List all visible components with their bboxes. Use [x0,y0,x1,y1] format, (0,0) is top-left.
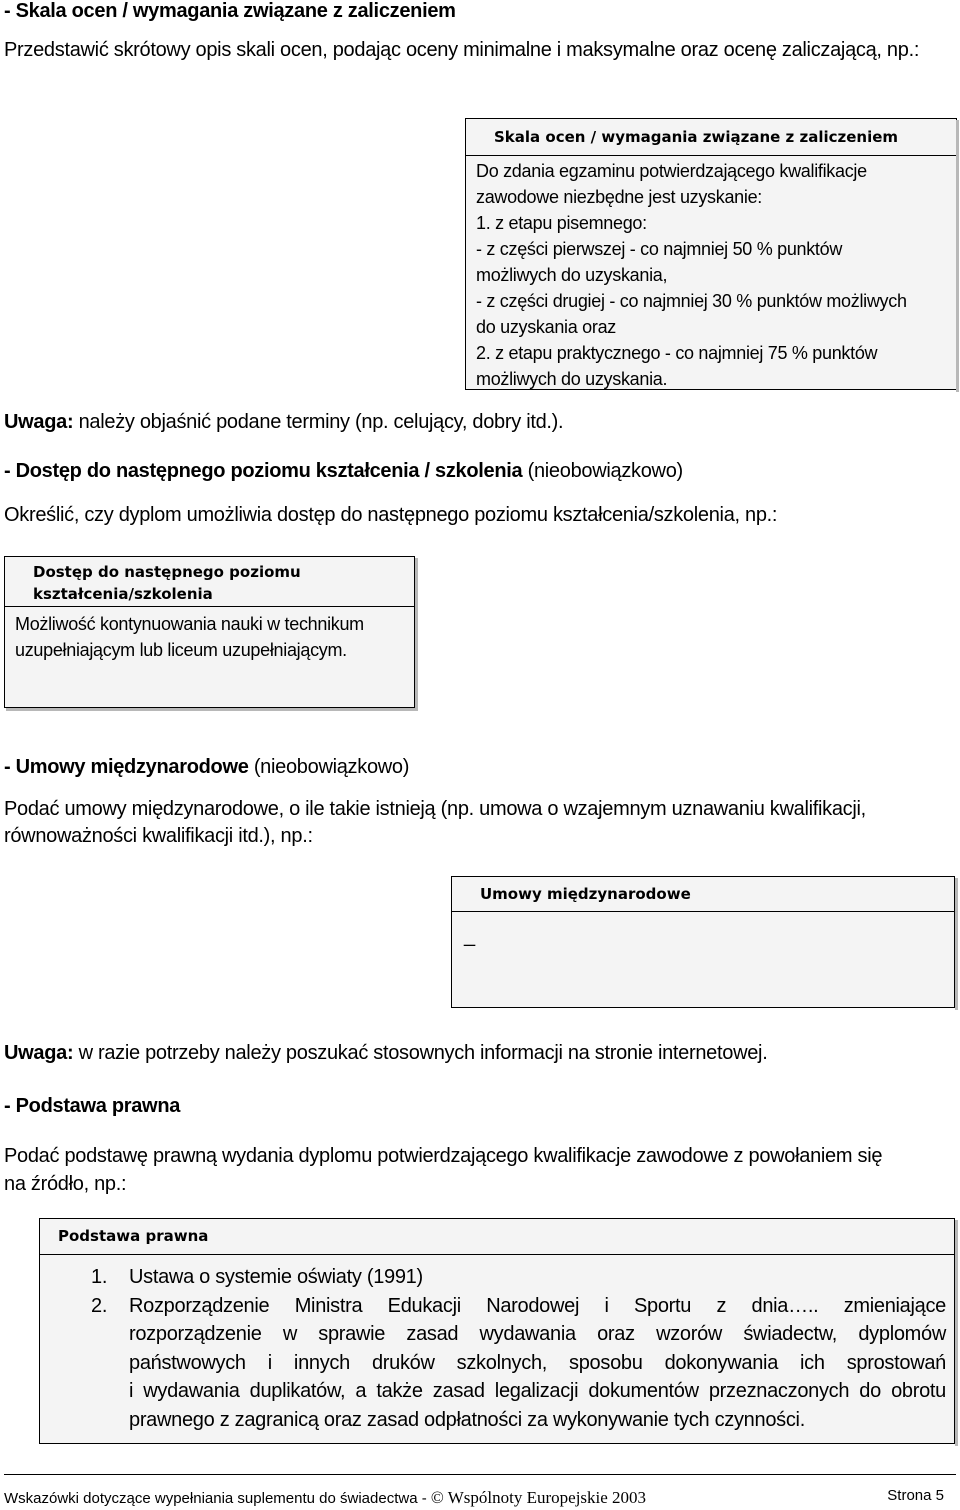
agreements-box-content: _ [464,925,475,947]
legal-item-number: 1. [91,1266,108,1288]
section-heading-grading: - Skala ocen / wymagania związane z zaliczeniem [4,0,456,22]
legal-item-line: rozporządzenie w sprawie zasad wydawania oraz wzorów świadectw, dyplomów [129,1323,946,1345]
access-heading-bold: - Dostęp do następnego poziomu kształcenia / szkolenia [4,460,523,482]
grading-box-title: Skala ocen / wymagania związane z zaliczeniem [466,119,956,156]
agreements-instruction-line: Podać umowy międzynarodowe, o ile takie istnieją (np. umowa o wzajemnym uznawaniu kwalifikacji, [4,798,866,820]
agreements-instruction-line: równoważności kwalifikacji itd.), np.: [4,825,313,847]
access-instruction: Określić, czy dyplom umożliwia dostęp do następnego poziomu kształcenia/szkolenia, np.: [4,504,778,526]
access-line: uzupełniającym lub liceum uzupełniającym. [15,640,347,660]
footer-left [4,1488,646,1508]
footer-rule [4,1474,956,1475]
note-text: należy objaśnić podane terminy (np. celujący, dobry itd.). [73,411,564,433]
grading-line: do uzyskania oraz [476,317,616,337]
legal-box-title: Podstawa prawna [40,1219,954,1255]
section-heading-legal: - Podstawa prawna [4,1095,181,1117]
section-heading-access [4,458,683,485]
legal-item-line: Rozporządzenie Ministra Edukacji Narodowej i Sportu z dnia….. zmieniające [129,1294,946,1317]
grading-instruction: Przedstawić skrótowy opis skali ocen, podając oceny minimalne i maksymalne oraz ocenę zaliczającą, np.: [4,39,920,61]
legal-list-item [91,1292,946,1435]
access-box-shadow [415,558,418,710]
grading-line: zawodowe niezbędne jest uzyskanie: [476,187,762,207]
legal-box [39,1218,955,1444]
agreements-note [4,1040,767,1067]
legal-item-line: prawnego z zagranicą oraz zasad odpłatności za wykonywanie tych czynności. [129,1408,805,1431]
copyright-icon: © [430,1488,444,1507]
access-box-content [15,611,364,663]
legal-item-line: państwowych i innych druków szkolnych, sposobu dokonywania ich sprostowań [129,1351,946,1374]
legal-box-shadow [955,1220,958,1446]
legal-item-line: i wydawania duplikatów, a także zasad legalizacji dokumentów przeznaczonych do obrotu [129,1380,946,1402]
legal-item-line: Ustawa o systemie oświaty (1991) [129,1266,423,1288]
grading-line: - z części drugiej - co najmniej 30 % punktów możliwych [476,291,907,311]
access-box [4,556,415,708]
grading-line: możliwych do uzyskania, [476,265,668,285]
agreements-box-title: Umowy międzynarodowe [452,877,954,912]
grading-box-content [476,158,907,392]
access-box-title-line: kształcenia/szkolenia [33,585,213,603]
grading-line: 2. z etapu praktycznego - co najmniej 75 % punktów [476,343,878,363]
footer-org: Wspólnoty Europejskie 2003 [443,1488,647,1507]
grading-box [465,118,957,390]
section-heading-agreements [4,754,409,781]
note-label: Uwaga: [4,411,74,433]
access-box-shadow-bottom [6,708,418,711]
access-box-title-line: Dostęp do następnego poziomu [33,563,301,581]
legal-list [91,1263,946,1434]
grading-line: 1. z etapu pisemnego: [476,213,647,233]
grading-box-shadow [956,120,959,392]
legal-instruction-line: na źródło, np.: [4,1173,127,1195]
grading-note [4,409,563,436]
legal-instruction-line: Podać podstawę prawną wydania dyplomu potwierdzającego kwalifikacje zawodowe z powołaniem się [4,1145,883,1167]
note-label: Uwaga: [4,1042,74,1064]
grading-line: możliwych do uzyskania. [476,369,668,389]
note-text: w razie potrzeby należy poszukać stosownych informacji na stronie internetowej. [73,1042,768,1064]
grading-line: - z części pierwszej - co najmniej 50 % punktów [476,239,843,259]
agreements-box-shadow [955,878,958,1010]
legal-list-item [91,1263,946,1292]
access-line: Możliwość kontynuowania nauki w technikum [15,614,364,634]
grading-line: Do zdania egzaminu potwierdzającego kwalifikacje [476,161,867,181]
access-box-title [5,557,414,607]
agreements-heading-bold: - Umowy międzynarodowe [4,756,249,778]
agreements-box [451,876,955,1008]
page-number: Strona 5 [887,1487,944,1504]
legal-item-number: 2. [91,1294,108,1317]
agreements-heading-normal: (nieobowiązkowo) [248,756,410,778]
footer-text: Wskazówki dotyczące wypełniania suplementu do świadectwa - [4,1490,431,1507]
access-heading-normal: (nieobowiązkowo) [522,460,683,482]
